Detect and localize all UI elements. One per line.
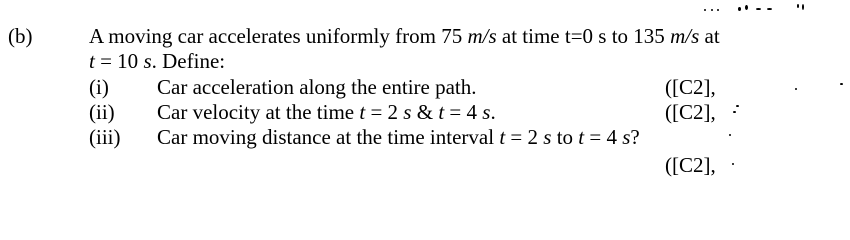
speck (840, 83, 843, 85)
item-marks-iii: ([C2], (665, 153, 716, 177)
unit-s: s (143, 49, 152, 73)
speck (729, 134, 731, 136)
item-marks-ii: ([C2], (665, 100, 716, 124)
unit-ms-1: m/s (467, 24, 497, 48)
item-iii-text-d: = 4 (584, 125, 623, 149)
speck (732, 163, 734, 165)
unit-ms-2: m/s (670, 24, 700, 48)
speck (704, 9, 706, 11)
item-label-i: (i) (89, 75, 109, 99)
item-iii-text-a: Car moving distance at the time interval (157, 125, 500, 149)
speck (711, 9, 713, 11)
speck (717, 9, 719, 11)
speck (797, 4, 799, 8)
speck (767, 8, 772, 10)
speck (738, 7, 741, 11)
speck (745, 5, 748, 10)
item-iii-var-t2: t (578, 125, 585, 149)
intro-text-2: at time t=0 s to 135 (496, 24, 671, 48)
item-text-ii (157, 100, 496, 124)
speck (756, 8, 761, 10)
item-ii-text-a: Car velocity at the time (157, 100, 360, 124)
var-t: t (89, 49, 95, 73)
item-ii-unit-s2: s (482, 100, 491, 124)
item-ii-text-c: & (411, 100, 439, 124)
item-iii-unit-s1: s (543, 125, 552, 149)
item-ii-var-t1: t (359, 100, 366, 124)
item-ii-unit-s1: s (403, 100, 412, 124)
question-intro-line-2 (89, 49, 225, 73)
item-marks-i: ([C2], (665, 75, 716, 99)
part-label: (b) (8, 24, 33, 48)
question-intro-line-1 (89, 24, 720, 48)
item-text-i: Car acceleration along the entire path. (157, 75, 477, 99)
item-ii-text-d: = 4 (444, 100, 483, 124)
item-iii-var-t1: t (499, 125, 506, 149)
intro-text-3: at (699, 24, 720, 48)
intro-text-4: = 10 (94, 49, 144, 73)
item-iii-text-c: to (551, 125, 579, 149)
item-iii-text-b: = 2 (505, 125, 544, 149)
item-iii-text-e: ? (630, 125, 640, 149)
item-text-iii (157, 125, 640, 149)
speck (795, 88, 797, 90)
speck (736, 105, 739, 107)
item-ii-var-t2: t (438, 100, 445, 124)
item-label-iii: (iii) (89, 125, 121, 149)
intro-text-1: A moving car accelerates uniformly from 75 (89, 24, 468, 48)
item-label-ii: (ii) (89, 100, 115, 124)
speck (802, 4, 804, 10)
item-ii-text-e: . (490, 100, 496, 124)
speck (733, 111, 736, 113)
item-iii-unit-s2: s (622, 125, 631, 149)
intro-text-5: . Define: (151, 49, 226, 73)
item-ii-text-b: = 2 (365, 100, 404, 124)
